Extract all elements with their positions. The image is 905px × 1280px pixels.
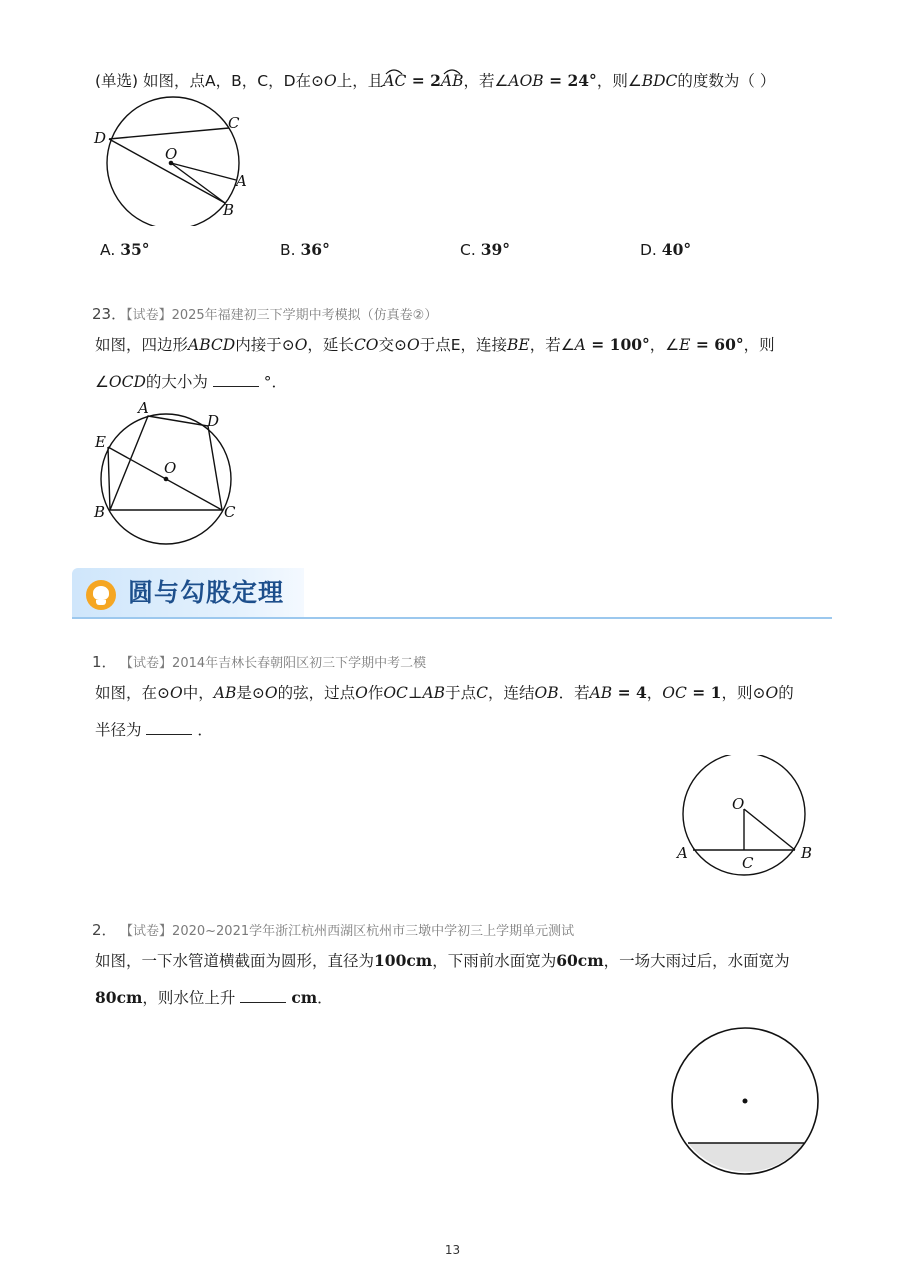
q23-header: 23．【试卷】2025年福建初三下学期中考模拟（仿真卷②） [92, 305, 438, 323]
q1-stem-line1: 如图，在⊙O中，AB是⊙O的弦，过点O作OC⊥AB于点C，连结OB．若AB = 4，OC = 1，则⊙O的 [95, 683, 794, 702]
section-divider [72, 617, 832, 619]
label-b: B [223, 201, 235, 219]
q23-stem-line1: 如图，四边形ABCD内接于⊙O，延长CO交⊙O于点E，连接BE，若∠A = 100°，∠E = 60°，则 [95, 335, 775, 354]
label-d: D [207, 412, 220, 430]
answer-blank-q1[interactable] [146, 718, 192, 735]
q1-figure [674, 755, 824, 881]
label-a: A [138, 399, 149, 417]
label-b: B [94, 503, 106, 521]
label-o: O [164, 459, 177, 477]
option-b[interactable]: B. 36° [280, 240, 330, 259]
label-e: E [95, 433, 106, 451]
q22-figure [90, 96, 250, 226]
label-b: B [801, 844, 813, 862]
label-o: O [165, 145, 178, 163]
arc-ac: AC [383, 72, 407, 90]
q23-figure [90, 396, 250, 548]
q2-header: 2． 【试卷】2020~2021学年浙江杭州西湖区杭州市三墩中学初三上学期单元测试 [92, 921, 575, 939]
label-o: O [732, 795, 745, 813]
page-number: 13 [444, 1243, 461, 1257]
answer-blank-q23[interactable] [213, 370, 259, 387]
label-a: A [236, 172, 247, 190]
section-title: 圆与勾股定理 [128, 578, 285, 607]
answer-blank-q2[interactable] [240, 986, 286, 1003]
q23-stem-line2: ∠OCD的大小为 °． [95, 370, 287, 393]
q1-header: 1． 【试卷】2014年吉林长春朝阳区初三下学期中考二模 [92, 653, 427, 671]
option-a[interactable]: A. 35° [100, 240, 150, 259]
label-d: D [94, 129, 107, 147]
label-c: C [224, 503, 236, 521]
label-c: C [228, 114, 240, 132]
label-c: C [742, 854, 754, 872]
label-a: A [677, 844, 688, 862]
q2-figure [666, 1022, 826, 1180]
arc-ab: AB [440, 72, 464, 90]
lightbulb-icon-glass [93, 586, 109, 600]
option-c[interactable]: C. 39° [460, 240, 511, 259]
q1-stem-line2: 半径为 ． [95, 718, 213, 741]
lightbulb-icon-base [96, 600, 106, 605]
q22-stem: (单选) 如图，点A，B，C，D在⊙O上，且AC = 2AB ，若∠AOB = 24°，则∠BDC的度数为（ ） [95, 71, 776, 90]
q2-stem-line1: 如图，一下水管道横截面为圆形，直径为100cm，下雨前水面宽为60cm，一场大雨过后，水面宽为 [95, 951, 790, 970]
q2-stem-line2: 80cm，则水位上升 cm． [95, 988, 333, 1007]
option-d[interactable]: D. 40° [640, 240, 692, 259]
